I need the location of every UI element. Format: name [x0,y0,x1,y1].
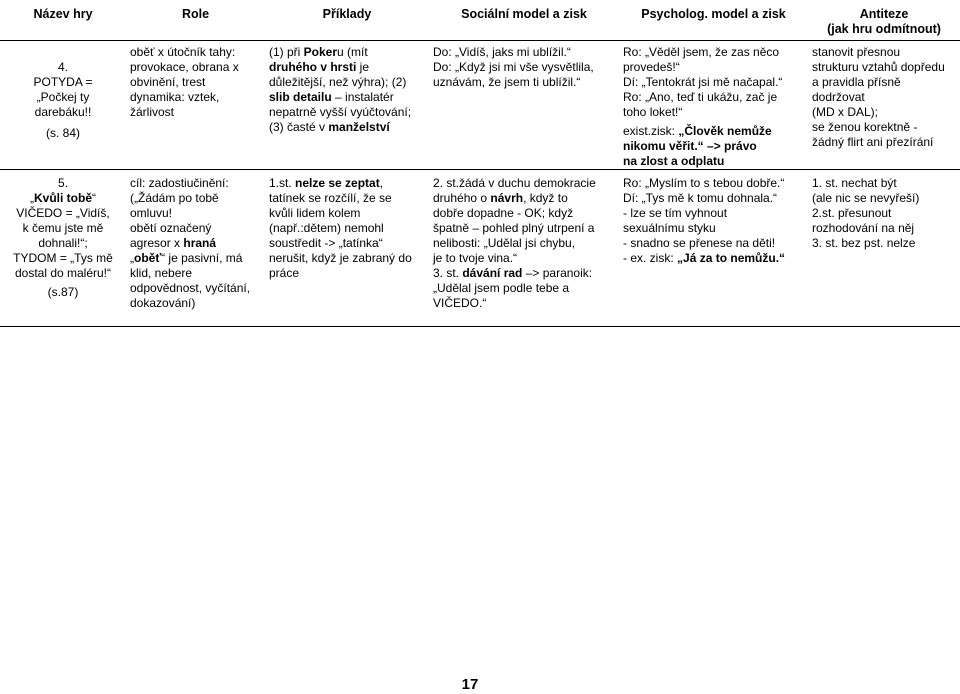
examples-cell: 1.st. nelze se zeptat, tatínek se rozčílí, že se kvůli lidem kolem (např.:dětem) nemohl soustředit -> „tatínka“ nerušit, když je zabraný do práce [265,170,429,327]
games-table [0,5,960,327]
psych-model-cell: Ro: „Myslím to s tebou dobře.“ Dí: „Tys mě k tomu dohnala.“ - lze se tím vyhnout sexuálnímu styku - snadno se přenese na děti! - ex. zisk: „Já za to nemůžu.“ [619,170,808,327]
table-row [0,41,960,170]
social-model-cell: 2. st.žádá v duchu demokracie druhého o návrh, když to dobře dopadne - OK; když špatně – pohled plný utrpení a nelibosti: „Udělal jsi chybu, je to tvoje vina.“ 3. st. dávání rad –> paranoik: „Udělal jsem podle tebe a VIČEDO.“ [429,170,619,327]
header-social-model: Sociální model a zisk [461,7,587,21]
header-antithesis-title: Antiteze [859,7,909,21]
header-examples: Příklady [322,7,372,21]
header-role: Role [181,7,210,21]
game-name-cell: 5. „Kvůli tobě“ VIČEDO = „Vidíš, k čemu jste mě dohnali!“; TYDOM = „Tys mě dostal do maléru!“ (s.87) [0,170,126,327]
role-cell: cíl: zadostiučinění: („Žádám po tobě omluvu! obětí označený agresor x hraná „oběť“ je pasivní, má klid, nebere odpovědnost, vyčítání, dokazování) [126,170,265,327]
psych-model-cell: Ro: „Věděl jsem, že zas něco provedeš!“ Dí: „Tentokrát jsi mě načapal.“ Ro: „Ano, teď ti ukážu, zač je toho loket!“ exist.zisk: „Člověk nemůže nikomu věřit.“ –> právo na zlost a odplatu [623,45,783,168]
header-psych-model: Psycholog. model a zisk [641,7,786,21]
table-row [0,170,960,327]
examples-cell: (1) při Pokeru (mít druhého v hrsti je důležitější, než výhra); (2) slib detailu – instalatér nepatrně vyšší vyúčtování; (3) časté v manželství [269,45,412,134]
table-header-row [0,5,960,41]
social-model-cell: Do: „Vidíš, jaks mi ublížil.“ Do: „Když jsi mi vše vysvětlila, uznávám, že jsem ti ublížil.“ [433,45,594,89]
antithesis-cell: stanovit přesnou strukturu vztahů dopředu a pravidla přísně dodržovat (MD x DAL); se ženou korektně - žádný flirt ani přezírání [812,45,945,149]
page-number: 17 [461,676,479,693]
role-cell: oběť x útočník tahy: provokace, obrana x obvinění, trest dynamika: vztek, žárlivost [130,45,239,119]
header-game-name: Název hry [33,7,93,21]
game-name-cell: 4. POTYDA = „Počkej ty darebáku!! (s. 84) [33,60,93,140]
antithesis-cell: 1. st. nechat být (ale nic se nevyřeší) 2.st. přesunout rozhodování na něj 3. st. bez pst. nelze [808,170,960,327]
header-antithesis-subtitle: (jak hru odmítnout) [827,22,941,36]
header-antithesis [808,5,960,41]
